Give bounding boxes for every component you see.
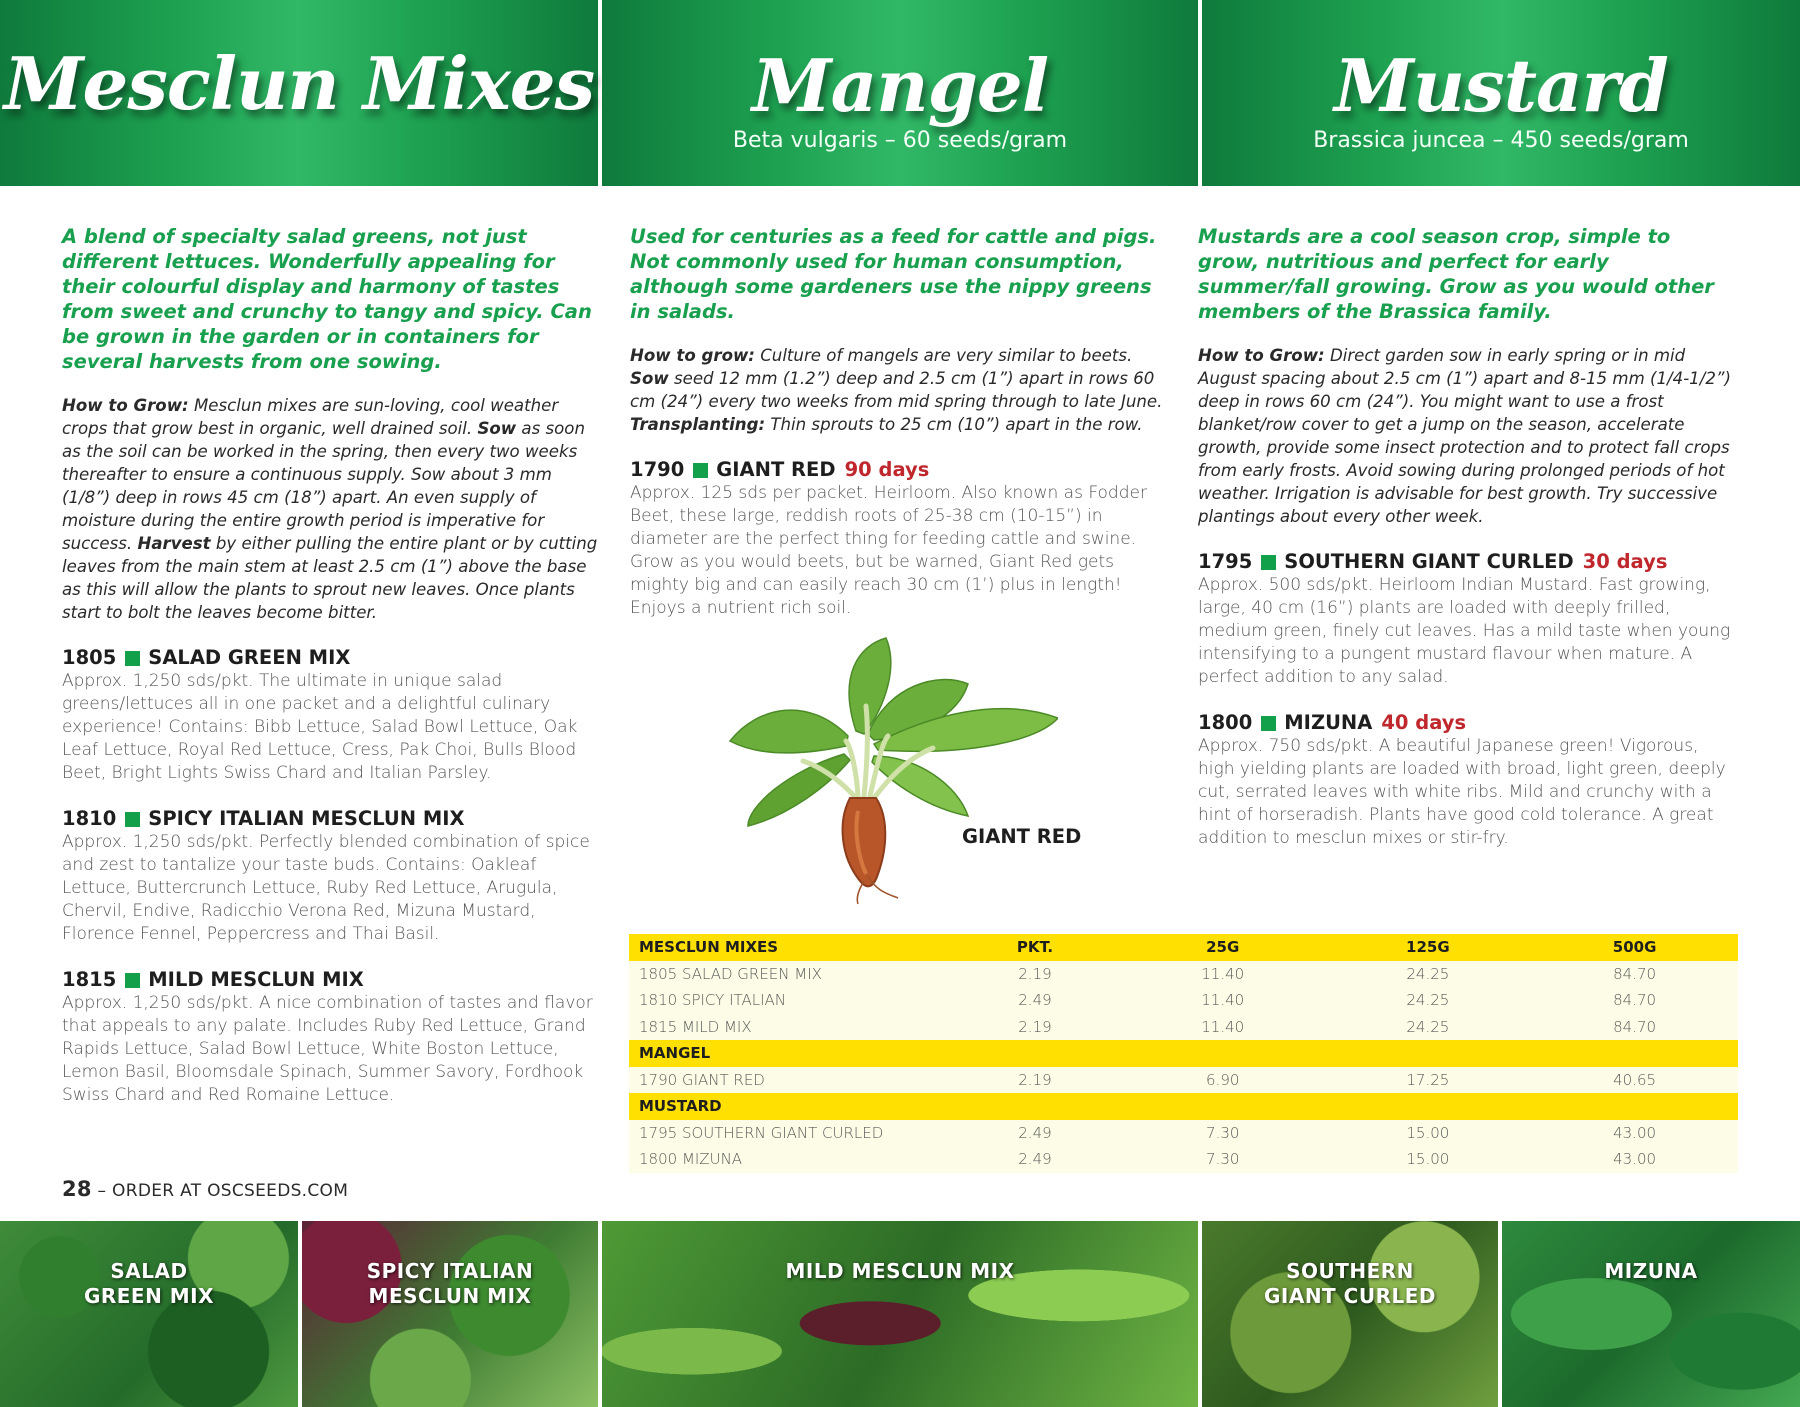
section-title-mesclun: Mesclun Mixes [3,41,595,126]
product-description: Approx. 1,250 sds/pkt. The ultimate in unique salad greens/lettuces all in one packet and a delightful culinary experience! Contains: Bibb Lettuce, Salad Bowl Lettuce, Oak Leaf Lettuce, Royal Red Lettuce, Cress, Pak Choi, Bulls Blood Beet, Bright Lights Swiss Chard and Italian Parsley. [62,671,578,783]
product-1815 [62,968,602,1107]
section-subtitle-mangel: Beta vulgaris – 60 seeds/gram [732,128,1068,153]
product-name: GIANT RED [716,458,836,481]
table-row [629,1146,1738,1173]
photo-salad-green-mix [0,1221,298,1407]
price-table [629,934,1738,1173]
sow-label: Sow [477,419,517,438]
caption-line: MILD MESCLUN MIX [785,1259,1015,1283]
howto-text: Direct garden sow in early spring or in mid August spacing about 2.5 cm (1”) apart and 8-15 mm (1/4-1/2”) deep in rows 60 cm (24”). You might want to use a frost blanket/row cover to get a jump on the season, accelerate growth, provide some insect protection and to protect fall crops from early frosts. Avoid sowing during prolonged periods of hot weather. Irrigation is advisable for best growth. Try successive plantings about every other week. [1198,346,1731,526]
photo-spicy-italian-mesclun-mix [302,1221,598,1407]
mustard-column [1198,224,1738,850]
mangel-how-to-grow [630,344,1170,436]
product-name: SOUTHERN GIANT CURLED [1284,550,1574,573]
harvest-label: Harvest [137,534,211,553]
product-description: Approx. 1,250 sds/pkt. A nice combination of tastes and flavor that appeals to any palate. Includes Ruby Red Lettuce, Grand Rapids Lettuce, Salad Bowl Lettuce, White Boston Lettuce, Lemon Basil, Bloomsdale Spinach, Summer Savory, Fordhook Swiss Chard and Red Romaine Lettuce. [62,993,593,1105]
caption-line: SALAD [110,1259,188,1283]
product-heading [62,968,602,992]
price-cell: 24.25 [1325,1014,1532,1041]
photo-mizuna [1502,1221,1800,1407]
photo-caption [0,1259,298,1309]
price-cell: 11.40 [1121,987,1325,1014]
price-cell: 24.25 [1325,987,1532,1014]
mustard-intro: Mustards are a cool season crop, simple to grow, nutritious and perfect for early summer/fall growing. Grow as you would other members of the Brassica family. [1198,225,1714,323]
mustard-how-to-grow [1198,344,1738,528]
price-cell: 2.49 [949,1120,1121,1147]
days-to-maturity: 30 days [1582,550,1668,573]
column-header: 25G [1121,934,1325,961]
days-to-maturity: 40 days [1381,711,1467,734]
column-header: PKT. [949,934,1121,961]
price-cell: 15.00 [1325,1120,1532,1147]
product-heading [1198,550,1738,574]
sow-text: as soon as the soil can be worked in the spring, then every two weeks thereafter to ensure a continuous supply. Sow about 3 mm (1/8”) deep in rows 45 cm (18”) apart. An even supply of moisture during the entire growth period is imperative for success. [62,419,585,553]
mesclun-how-to-grow [62,394,602,624]
price-cell: 17.25 [1325,1067,1532,1094]
row-label: 1810 SPICY ITALIAN [629,987,949,1014]
price-cell: 43.00 [1531,1146,1738,1173]
price-cell: 11.40 [1121,961,1325,988]
green-square-icon [125,651,140,666]
header-banner-mangel [602,0,1198,186]
section-label: MANGEL [629,1040,949,1067]
photo-caption [1502,1259,1800,1284]
giant-red-image-label: GIANT RED [962,825,1082,848]
photo-southern-giant-curled [1202,1221,1498,1407]
row-label: 1815 MILD MIX [629,1014,949,1041]
price-cell: 2.19 [949,1014,1121,1041]
row-label: 1800 MIZUNA [629,1146,949,1173]
table-row [629,961,1738,988]
green-square-icon [1261,555,1276,570]
transplanting-text: Thin sprouts to 25 cm (10”) apart in the row. [765,415,1143,434]
page-footer [62,1177,348,1201]
product-1790 [630,458,1170,620]
product-1810 [62,807,602,946]
photo-caption [302,1259,598,1309]
price-cell: 84.70 [1531,1014,1738,1041]
price-cell: 7.30 [1121,1146,1325,1173]
sow-text: seed 12 mm (1.2”) deep and 2.5 cm (1”) apart in rows 60 cm (24”) every two weeks from mid spring through to late June. [630,369,1163,411]
caption-line: MESCLUN MIX [368,1284,532,1308]
section-label: MUSTARD [629,1093,949,1120]
product-code: 1805 [62,646,117,669]
page-number: 28 [62,1177,92,1201]
product-name: SALAD GREEN MIX [148,646,351,669]
table-section-header [629,934,1738,961]
table-row [629,1014,1738,1041]
column-header: 500G [1531,934,1738,961]
days-to-maturity: 90 days [844,458,930,481]
price-cell: 6.90 [1121,1067,1325,1094]
price-cell: 84.70 [1531,987,1738,1014]
product-name: MIZUNA [1284,711,1373,734]
product-code: 1810 [62,807,117,830]
table-row [629,1067,1738,1094]
table-row [629,987,1738,1014]
table-section-header [629,1040,1738,1067]
product-1795 [1198,550,1738,689]
howto-text: Culture of mangels are very similar to beets. [754,346,1133,365]
product-description: Approx. 1,250 sds/pkt. Perfectly blended combination of spice and zest to tantalize your taste buds. Contains: Oakleaf Lettuce, Buttercrunch Lettuce, Ruby Red Lettuce, Arugula, Chervil, Endive, Radicchio Verona Red, Mizuna Mustard, Florence Fennel, Peppercress and Thai Basil. [62,832,590,944]
section-title-mustard: Mustard [1334,43,1668,128]
product-code: 1800 [1198,711,1253,734]
table-section-header [629,1093,1738,1120]
howto-label: How to Grow: [1198,346,1325,365]
price-cell: 2.19 [949,1067,1121,1094]
product-name: MILD MESCLUN MIX [148,968,364,991]
caption-line: SPICY ITALIAN [366,1259,534,1283]
product-1800 [1198,711,1738,850]
green-square-icon [693,463,708,478]
mesclun-intro: A blend of specialty salad greens, not just different lettuces. Wonderfully appealing for their colourful display and harmony of tastes from sweet and crunchy to tangy and spicy. Can be grown in the garden or in containers for several harvests from one sowing. [62,225,592,373]
photo-mild-mesclun-mix [602,1221,1198,1407]
photo-caption [602,1259,1198,1284]
price-cell: 40.65 [1531,1067,1738,1094]
column-header: 125G [1325,934,1532,961]
header-banner-mesclun [0,0,598,186]
caption-line: GIANT CURLED [1263,1284,1436,1308]
product-heading [62,807,602,831]
table-row [629,1120,1738,1147]
caption-line: MIZUNA [1604,1259,1698,1283]
price-cell: 2.49 [949,987,1121,1014]
product-heading [1198,711,1738,735]
row-label: 1790 GIANT RED [629,1067,949,1094]
price-cell: 2.19 [949,961,1121,988]
price-cell: 24.25 [1325,961,1532,988]
mesclun-column [62,224,602,1107]
green-square-icon [1261,716,1276,731]
header-banner-mustard [1202,0,1800,186]
giant-red-beet-image [718,636,1058,906]
howto-label: How to Grow: [62,396,189,415]
product-code: 1815 [62,968,117,991]
product-description: Approx. 750 sds/pkt. A beautiful Japanese green! Vigorous, high yielding plants are loaded with broad, light green, deeply cut, serrated leaves with white ribs. Mild and crunchy with a hint of horseradish. Plants have good cold tolerance. A great addition to mesclun mixes or stir-fry. [1198,736,1726,848]
mangel-intro: Used for centuries as a feed for cattle and pigs. Not commonly used for human consumption, although some gardeners use the nippy greens in salads. [630,225,1157,323]
product-code: 1790 [630,458,685,481]
product-heading [630,458,1170,482]
harvest-text: by either pulling the entire plant or by cutting leaves from the main stem at least 2.5 cm (1”) above the base as this will allow the plants to sprout new leaves. Once plants start to bolt the leaves become bitter. [62,534,598,622]
transplanting-label: Transplanting: [630,415,766,434]
section-title-mangel: Mangel [751,43,1049,128]
footer-separator: – [91,1181,113,1201]
row-label: 1805 SALAD GREEN MIX [629,961,949,988]
row-label: 1795 SOUTHERN GIANT CURLED [629,1120,949,1147]
section-subtitle-mustard: Brassica juncea – 450 seeds/gram [1313,128,1689,153]
green-square-icon [125,973,140,988]
howto-text: Mesclun mixes are sun-loving, cool weather crops that grow best in organic, well drained soil. [62,396,559,438]
price-cell: 15.00 [1325,1146,1532,1173]
price-cell: 43.00 [1531,1120,1738,1147]
product-description: Approx. 500 sds/pkt. Heirloom Indian Mustard. Fast growing, large, 40 cm (16”) plants are loaded with deeply frilled, medium green, finely cut leaves. Has a mild taste when young intensifying to a pungent mustard flavour when mature. A perfect addition to any salad. [1198,575,1731,687]
section-label: MESCLUN MIXES [629,934,949,961]
product-code: 1795 [1198,550,1253,573]
product-1805 [62,646,602,785]
price-cell: 84.70 [1531,961,1738,988]
price-cell: 2.49 [949,1146,1121,1173]
photo-caption [1202,1259,1498,1309]
caption-line: SOUTHERN [1286,1259,1414,1283]
caption-line: GREEN MIX [83,1284,215,1308]
howto-label: How to grow: [630,346,755,365]
sow-label: Sow [630,369,669,388]
product-heading [62,646,602,670]
price-cell: 11.40 [1121,1014,1325,1041]
price-cell: 7.30 [1121,1120,1325,1147]
green-square-icon [125,812,140,827]
product-description: Approx. 125 sds per packet. Heirloom. Also known as Fodder Beet, these large, reddish roots of 25-38 cm (10-15”) in diameter are the perfect thing for feeding cattle and swine. Grow as you would beets, but be warned, Giant Red gets mighty big and can easily reach 30 cm (1’) plus in length! Enjoys a nutrient rich soil. [630,483,1147,618]
product-name: SPICY ITALIAN MESCLUN MIX [148,807,465,830]
order-link[interactable]: ORDER AT OSCSEEDS.COM [112,1181,349,1201]
mangel-column [630,224,1170,620]
